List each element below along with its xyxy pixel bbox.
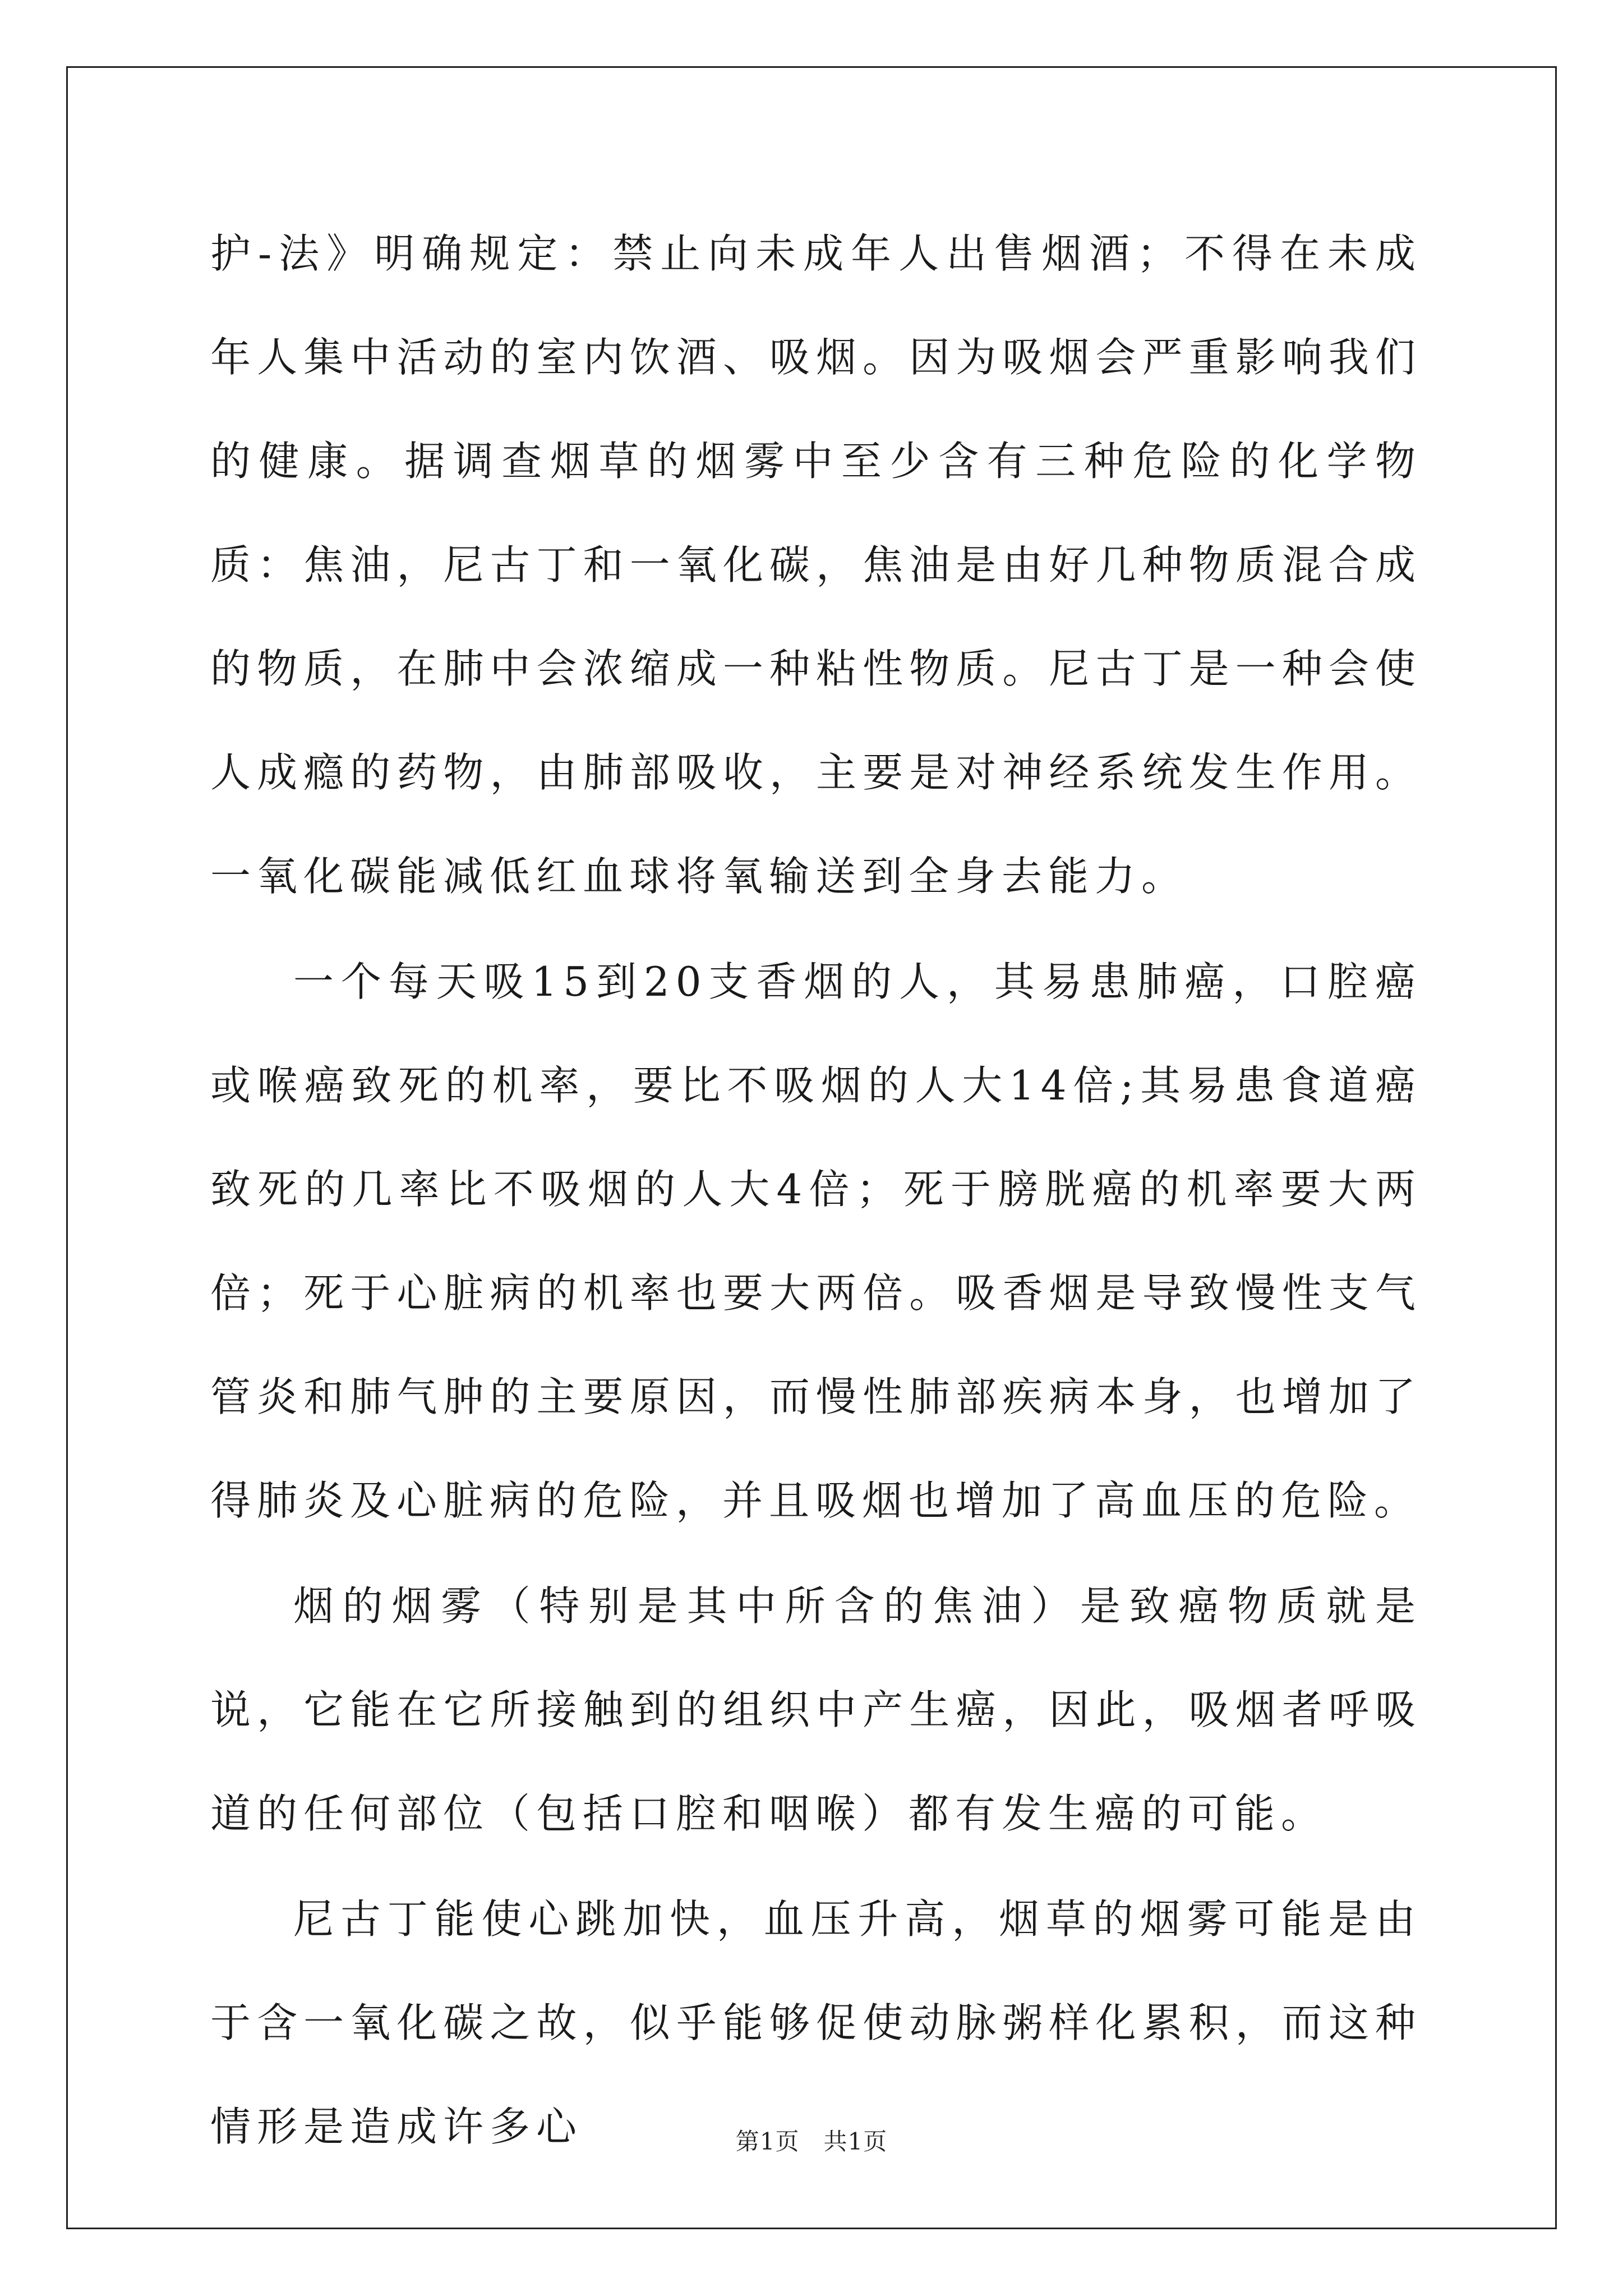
paragraph-4: 尼古丁能使心跳加快，血压升高，烟草的烟雾可能是由于含一氧化碳之故，似乎能够促使动脉粥样化累积，而这种情形是造成许多心 (210, 1895, 1422, 2150)
document-body (210, 202, 1422, 2179)
paragraph-3: 烟的烟雾（特别是其中所含的焦油）是致癌物质就是说，它能在它所接触到的组织中产生癌，因此，吸烟者呼吸道的任何部位（包括口腔和咽喉）都有发生癌的可能。 (210, 1582, 1422, 1837)
page-number: 第1页 共1页 (735, 2128, 888, 2155)
paragraph-1: 护-法》明确规定：禁止向未成年人出售烟酒；不得在未成年人集中活动的室内饮酒、吸烟。因为吸烟会严重影响我们的健康。据调查烟草的烟雾中至少含有三种危险的化学物质：焦油，尼古丁和一氧化碳，焦油是由好几种物质混合成的物质，在肺中会浓缩成一种粘性物质。尼古丁是一种会使人成瘾的药物，由肺部吸收，主要是对神经系统发生作用。一氧化碳能减低红血球将氧输送到全身去能力。 (210, 230, 1422, 900)
paragraph-2: 一个每天吸15到20支香烟的人，其易患肺癌，口腔癌或喉癌致死的机率，要比不吸烟的人大14倍;其易患食道癌致死的几率比不吸烟的人大4倍；死于膀胱癌的机率要大两倍；死于心脏病的机率也要大两倍。吸香烟是导致慢性支气管炎和肺气肿的主要原因，而慢性肺部疾病本身，也增加了得肺炎及心脏病的危险，并且吸烟也增加了高血压的危险。 (210, 958, 1422, 1524)
